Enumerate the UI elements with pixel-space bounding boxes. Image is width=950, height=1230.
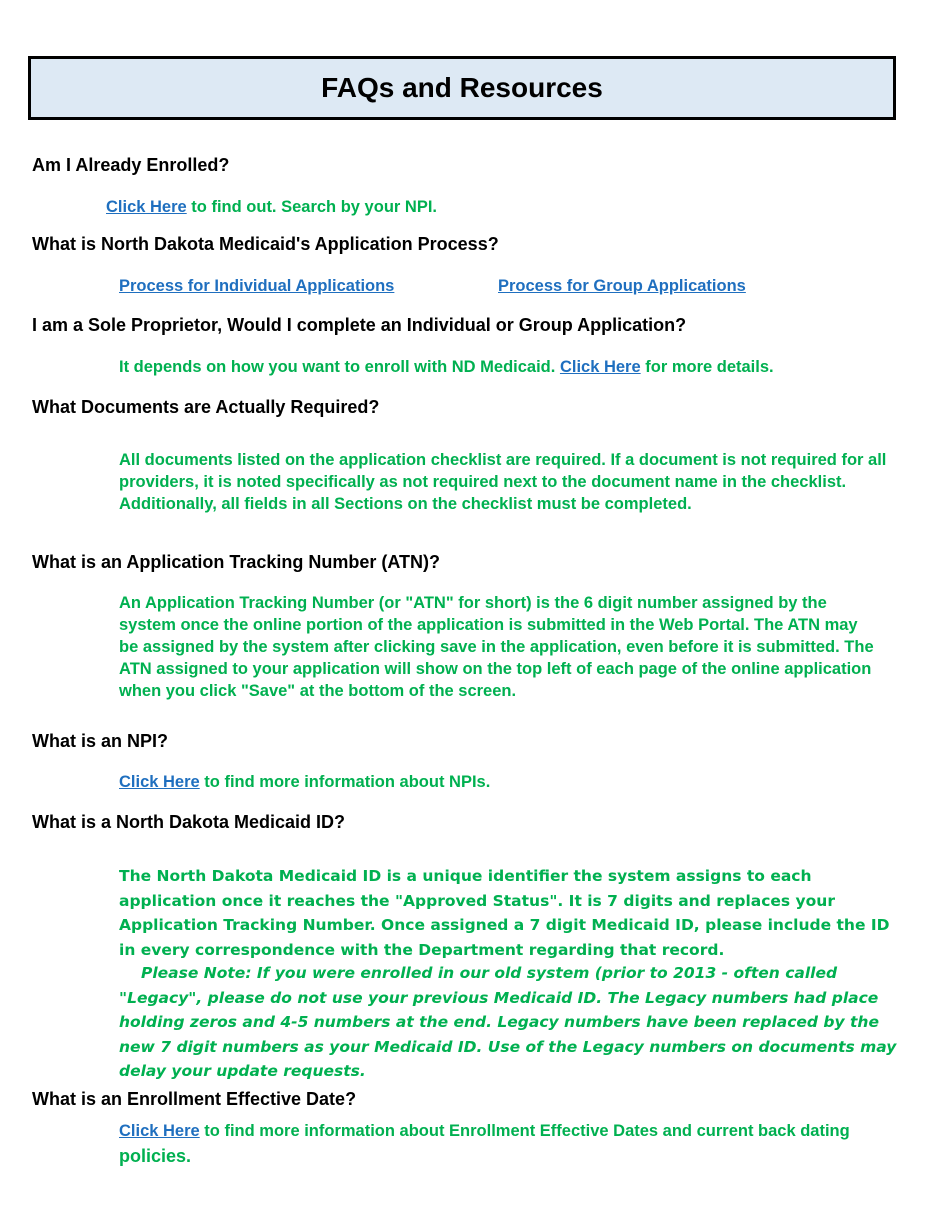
faq-answer	[119, 275, 394, 297]
faq-answer: The North Dakota Medicaid ID is a unique identifier the system assigns to each application once it reaches the "Approved Status". It is 7 digits and replaces your Application Tracking Number. Once assigned a 7 digit Medicaid ID, please include the ID in every correspondence with the Department regarding that record.	[119, 867, 890, 959]
title-box	[28, 56, 896, 120]
faq-question: What Documents are Actually Required?	[32, 397, 380, 417]
answer-text: to find more information about Enrollment Effective Dates and current back dating	[199, 1122, 850, 1140]
group-applications-link[interactable]: Process for Group Applications	[498, 277, 746, 295]
individual-applications-link[interactable]: Process for Individual Applications	[119, 277, 395, 295]
faq-question: Am I Already Enrolled?	[32, 155, 230, 175]
answer-text: to find out. Search by your NPI.	[186, 198, 437, 216]
faq-question: What is an Application Tracking Number (ATN)?	[32, 552, 441, 572]
faq-question: What is a North Dakota Medicaid ID?	[32, 812, 346, 832]
faq-answer: An Application Tracking Number (or "ATN" for short) is the 6 digit number assigned by the system once the online portion of the application is submitted in the Web Portal. The ATN may be assigned by the system after clicking save in the application, even before it is submitted. The ATN assigned to your application will show on the top left of each page of the online application when you click "Save" at the bottom of the screen.	[119, 594, 874, 700]
faq-answer-continued: policies.	[119, 1146, 192, 1166]
faq-answer: All documents listed on the application checklist are required. If a document is not required for all providers, it is noted specifically as not required next to the document name in the checklist. Additionally, all fields in all Sections on the checklist must be completed.	[119, 451, 887, 513]
click-here-link[interactable]: Click Here	[106, 198, 187, 216]
answer-text: for more details.	[640, 358, 774, 376]
faq-question: What is an NPI?	[32, 731, 169, 751]
faq-answer	[119, 1120, 919, 1142]
faq-note: Please Note: If you were enrolled in our old system (prior to 2013 - often called "Legacy", please do not use your previous Medicaid ID. The Legacy numbers had place holding zeros and 4-5 numbers at the end. Legacy numbers have been replaced by the new 7 digit numbers as your Medicaid ID. Use of the Legacy numbers on documents may delay your update requests.	[119, 964, 897, 1080]
answer-text: It depends on how you want to enroll with ND Medicaid.	[119, 358, 560, 376]
answer-text: to find more information about NPIs.	[199, 773, 491, 791]
faq-answer	[119, 356, 774, 378]
faq-question: What is North Dakota Medicaid's Application Process?	[32, 234, 499, 254]
click-here-link[interactable]: Click Here	[559, 358, 641, 376]
page-title: FAQs and Resources	[321, 72, 603, 103]
faq-answer	[119, 771, 490, 793]
faq-answer	[106, 196, 437, 218]
faq-question: I am a Sole Proprietor, Would I complete an Individual or Group Application?	[32, 315, 687, 335]
click-here-link[interactable]: Click Here	[119, 773, 200, 791]
click-here-link[interactable]: Click Here	[119, 1122, 200, 1140]
faq-answer	[498, 275, 746, 297]
faq-question: What is an Enrollment Effective Date?	[32, 1089, 357, 1109]
